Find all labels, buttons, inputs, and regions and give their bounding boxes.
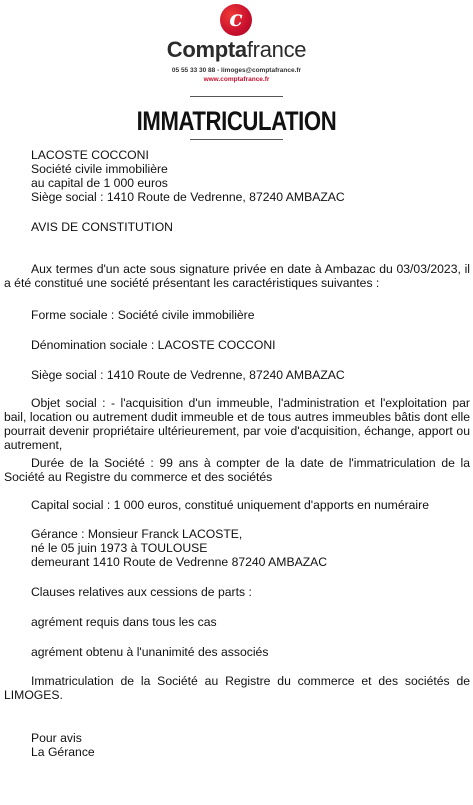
- paragraph-clauses: Clauses relatives aux cessions de parts :: [31, 585, 252, 599]
- website-link[interactable]: www.comptafrance.fr: [203, 76, 270, 83]
- notice-heading: AVIS DE CONSTITUTION: [31, 220, 173, 234]
- paragraph-gerance-2: né le 05 juin 1973 à TOULOUSE: [31, 541, 208, 555]
- title-rule-top: [190, 96, 283, 97]
- paragraph-siege: Siège social : 1410 Route de Vedrenne, 87240 AMBAZAC: [31, 368, 345, 382]
- logo-letter: c: [229, 6, 243, 32]
- paragraph-objet: [4, 396, 470, 452]
- paragraph-intro-text: Aux termes d'un acte sous signature privée en date à Ambazac du 03/03/2023, il a été constitué une société présentant les caractéristiques suivantes :: [4, 262, 470, 290]
- paragraph-immatriculation-text: Immatriculation de la Société au Registre du commerce et des sociétés de LIMOGES.: [4, 674, 470, 702]
- paragraph-duree: [4, 456, 470, 484]
- closing-line-2: La Gérance: [31, 745, 95, 759]
- brand-light: france: [246, 37, 307, 62]
- company-form: Société civile immobilière: [31, 162, 168, 176]
- header: [0, 0, 473, 136]
- title-rule-bottom: [190, 139, 283, 140]
- page-title: IMMATRICULATION: [136, 106, 337, 136]
- company-seat: Siège social : 1410 Route de Vedrenne, 87240 AMBAZAC: [31, 190, 345, 204]
- paragraph-objet-text: Objet social : - l'acquisition d'un immeuble, l'administration et l'exploitation par bail, location ou autrement dudit immeuble et de tous autres immeubles bâtis dont elle pourrait devenir propriétaire ultérieurement, par voie d'acquisition, échange, apport ou autrement,: [4, 396, 470, 452]
- paragraph-agrement-2: agrément obtenu à l'unanimité des associés: [31, 645, 269, 659]
- comptafrance-logo-icon: [220, 4, 252, 36]
- paragraph-capital: Capital social : 1 000 euros, constitué uniquement d'apports en numéraire: [31, 498, 429, 512]
- paragraph-denomination: Dénomination sociale : LACOSTE COCCONI: [31, 338, 276, 352]
- company-name: LACOSTE COCCONI: [31, 148, 149, 162]
- paragraph-gerance-1: Gérance : Monsieur Franck LACOSTE,: [31, 527, 243, 541]
- paragraph-intro: [4, 262, 470, 290]
- brand-bold: Compta: [166, 37, 247, 62]
- paragraph-forme: Forme sociale : Société civile immobilière: [31, 308, 255, 322]
- contact-line: 05 55 33 30 88 - limoges@comptafrance.fr: [171, 67, 302, 74]
- paragraph-duree-text: Durée de la Société : 99 ans à compter de la date de l'immatriculation de la Société au Registre du commerce et des sociétés: [4, 456, 470, 484]
- closing-line-1: Pour avis: [31, 731, 82, 745]
- paragraph-gerance-3: demeurant 1410 Route de Vedrenne 87240 AMBAZAC: [31, 555, 328, 569]
- company-capital: au capital de 1 000 euros: [31, 176, 168, 190]
- paragraph-agrement-1: agrément requis dans tous les cas: [31, 615, 217, 629]
- brand-name: [0, 37, 473, 63]
- paragraph-immatriculation: [4, 674, 470, 702]
